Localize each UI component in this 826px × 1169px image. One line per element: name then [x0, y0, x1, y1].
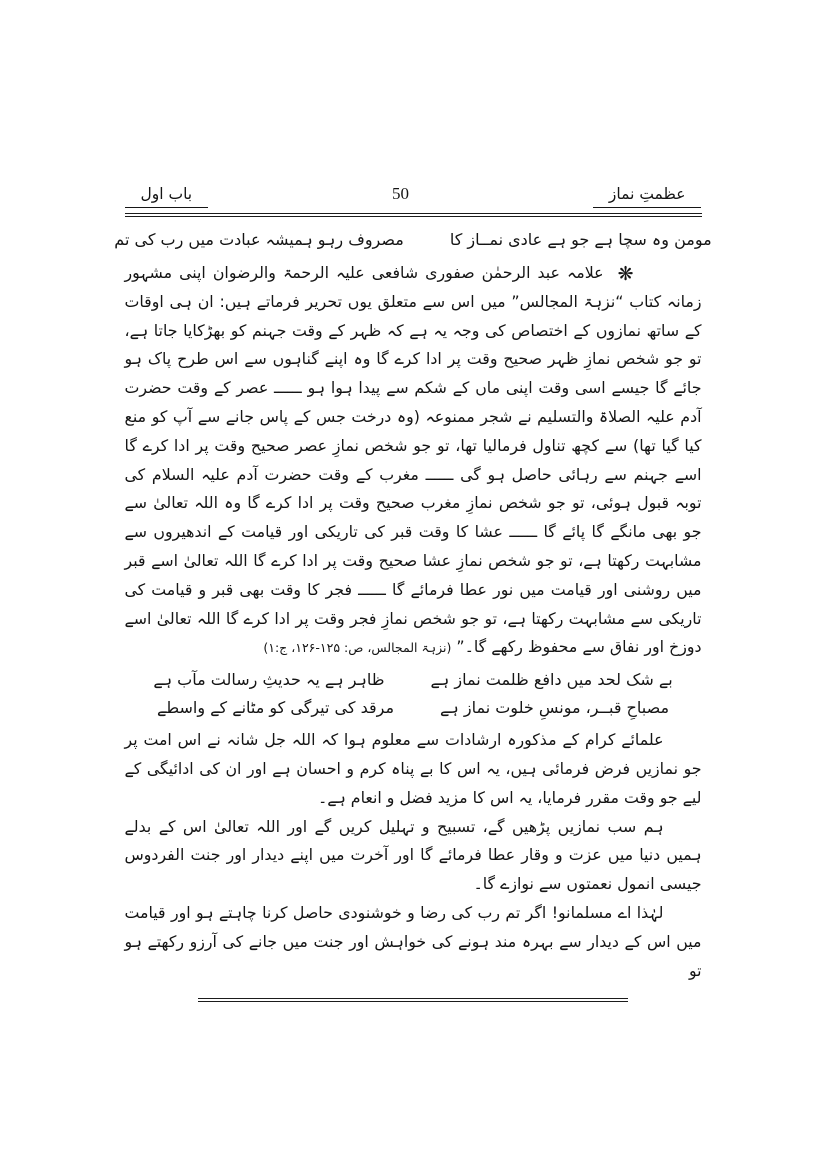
couplet-line-2-left-hemistich: مرقد کی تیرگی کو مٹانے کے واسطے [156, 698, 395, 718]
opening-verse [114, 226, 712, 254]
paragraph-reward-promise: ہم سب نمازیں پڑھیں گے، تسبیح و تہلیل کریں گے اور اللہ تعالیٰ اس کے بدلے ہمیں دنیا میں عزت و وقار عطا فرمائے گا اور آخرت میں اپنے دیدار اور جنت الفردوس جیسی انمول نعمتوں سے نوازے گا۔ [124, 816, 702, 894]
text-block [114, 0, 712, 1002]
opening-verse-right-hemistich: مومن وہ سچا ہے جو ہے عادی نمــاز کا [449, 230, 712, 249]
chapter-title: باب اول [125, 185, 209, 208]
book-title: عظمتِ نماز [593, 185, 702, 208]
paragraph-address-to-muslims: لہٰذا اے مسلمانو! اگر تم رب کی رضا و خوشنودی حاصل کرنا چاہتے ہو اور قیامت میں اس کے دیدار سے بہرہ مند ہونے کی خواہش اور جنت میں جانے کی آرزو رکھتے ہو تو [124, 902, 702, 980]
couplet-line-1-right-hemistich: بے شک لحد میں دافع ظلمت نماز ہے [430, 670, 673, 690]
header-double-rule [125, 213, 702, 217]
couplet-line-1-left-hemistich: ظاہر ہے یہ حدیثِ رسالت مآب ہے [153, 670, 385, 690]
couplet-line-2 [125, 694, 702, 722]
paragraph-quote-text: علامہ عبد الرحمٰن صفوری شافعی علیہ الرحمۃ والرضوان اپنی مشہور زمانہ کتاب “نزہۃ المجالس” میں اس سے متعلق یوں تحریر فرماتے ہیں: ان ہی اوقات کے ساتھ نمازوں کے اختصاص کی وجہ یہ ہے کہ ظہر کے وقت جہنم کو بھڑکایا جاتا ہے، تو جو شخص نمازِ ظہر صحیح وقت پر ادا کرے گا وہ اپنے گناہوں سے اس طرح پاک ہو جائے گا جیسے اسی وقت اپنی ماں کے شکم سے پیدا ہوا ہو ــــــ عصر کے وقت حضرت آدم علیہ الصلاۃ والتسلیم نے شجر ممنوعہ (وہ درخت جس کے پاس جانے سے آپ کو منع کیا گیا تھا) سے کچھ تناول فرمالیا تھا، تو جو شخص نمازِ عصر صحیح وقت پر ادا کرے گا اسے جہنم سے رہائی حاصل ہو گی ــــــ مغرب کے وقت حضرت آدم علیہ السلام کی توبہ قبول ہوئی، تو جو شخص نمازِ مغرب صحیح وقت پر ادا کرے گا وہ اللہ تعالیٰ سے جو بھی مانگے گا پائے گا ــــــ عشا کا وقت قبر کی تاریکی اور قیامت کے اندھیروں سے مشابہت رکھتا ہے، تو جو شخص نمازِ عشا صحیح وقت پر ادا کرے گا اللہ تعالیٰ اسے قبر میں روشنی اور قیامت میں نور عطا فرمائے گا ــــــ فجر کا وقت بھی قبر و قیامت کی تاریکی سے مشابہت رکھتا ہے، تو جو شخص نمازِ فجر وقت پر ادا کرے گا اللہ تعالیٰ اسے دوزخ اور نفاق سے محفوظ رکھے گا۔” [124, 263, 702, 657]
paragraph-quote-nuzhat-al-majalis [125, 258, 702, 663]
couplet-line-2-right-hemistich: مصباحِ قبــر، مونسِ خلوت نماز ہے [440, 698, 670, 718]
couplet-block [125, 666, 702, 722]
couplet-line-1 [125, 666, 702, 694]
ornament-asterisk-icon: ❋ [617, 263, 634, 285]
opening-verse-left-hemistich: مصروف رہو ہمیشہ عبادت میں رب کی تم [114, 230, 404, 249]
page-header [125, 184, 702, 208]
footer-double-rule [198, 998, 628, 1002]
paragraph-ulama-statements: علمائے کرام کے مذکورہ ارشادات سے معلوم ہوا کہ اللہ جل شانہ نے اس امت پر جو نمازیں فرض فرمائی ہیں، یہ اس کا بے پناہ کرم و احسان ہے اور ان کی ادائیگی کے لیے جو وقت مقرر فرمایا، یہ اس کا مزید فضل و انعام ہے۔ [124, 730, 702, 807]
page-number: 50 [392, 184, 410, 203]
citation-reference: (نزہۃ المجالس، ص: ۱۲۵-۱۲۶، ج:۱) [263, 640, 452, 656]
